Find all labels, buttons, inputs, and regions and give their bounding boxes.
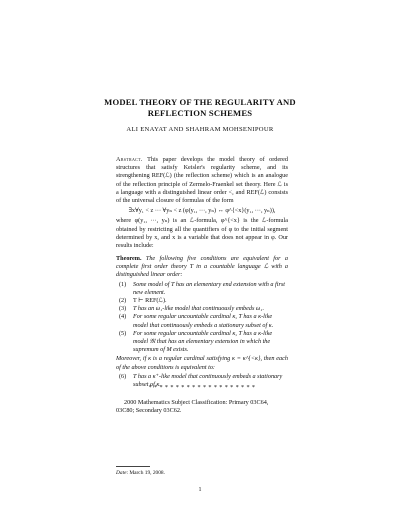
footnote-date-text: : March 19, 2008. <box>126 470 165 476</box>
theorem-intro-text: The following five conditions are equivalent for a complete first order theory T in a countable language ℒ with a distinguished linear order: <box>116 255 289 279</box>
subject-classification: 2000 Mathematics Subject Classification: Primary 03C64, 03C80; Secondary 03C62. <box>116 399 269 415</box>
condition-item <box>116 313 288 329</box>
condition-number: (6) <box>119 372 127 380</box>
abstract-label: Abstract. <box>116 156 143 163</box>
condition-text: For some regular uncountable cardinal κ, T has a κ-like model 𝔐 that has an elementary extension in which the supremum of M exists. <box>133 329 273 354</box>
theorem-intro <box>116 255 288 280</box>
page-number: 1 <box>198 487 202 493</box>
condition-number: (5) <box>119 329 127 337</box>
theorem-moreover: Moreover, if κ is a regular cardinal satisfying κ = κ^{<κ}, then each of the above conditions is equivalent to: <box>116 355 288 371</box>
paper-title <box>0 97 400 119</box>
condition-number: (3) <box>119 305 127 313</box>
condition-text: Some model of T has an elementary end extension with a first new element. <box>133 280 285 296</box>
condition-number: (1) <box>119 280 127 288</box>
condition-item <box>116 305 288 313</box>
condition-text: T ⊢ REF(ℒ). <box>133 297 167 305</box>
footnote-date-label: Date <box>116 470 127 476</box>
condition-number: (2) <box>119 297 127 305</box>
condition-text: T has a κ⁺-like model that continuously embeds a stationary subset of κ. <box>133 372 283 389</box>
title-line-1: MODEL THEORY OF THE REGULARITY AND <box>104 97 296 107</box>
title-line-2: REFLECTION SCHEMES <box>147 108 253 118</box>
footnote-rule <box>116 466 150 467</box>
condition-text: T has an ω₁-like model that continuously embeds ω₁. <box>133 305 264 313</box>
abstract <box>116 156 288 250</box>
condition-item <box>116 281 288 297</box>
condition-number: (4) <box>119 313 127 321</box>
theorem-head: Theorem. <box>116 255 142 262</box>
abstract-text-continued: where φ(y₁, ···, yₙ) is an ℒ-formula, φ^{<x} is the ℒ-formula obtained by restricting all the quantifiers of φ to the initial segment determined by x, and x is a variable that does not appear in φ. Our results include: <box>116 217 288 250</box>
condition-item <box>116 330 288 355</box>
condition-text: For some regular uncountable cardinal κ, T has a κ-like model that continuously embeds a stationary subset of κ. <box>133 313 274 329</box>
section-separator-stars: * * * * * * * * * * * * * * * * * * * * <box>148 384 256 391</box>
condition-item <box>116 297 288 305</box>
theorem <box>116 255 288 390</box>
theorem-conditions <box>116 281 288 355</box>
reflection-formula: ∃x∀y₁ < z ··· ∀yₙ < z (φ(y₁, ···, yₙ) ↔ φ^{<x}(y₁, ···, yₙ)), <box>128 207 276 215</box>
authors: ALI ENAYAT AND SHAHRAM MOHSENIPOUR <box>126 126 274 133</box>
footnote-date <box>116 470 165 476</box>
abstract-text: This paper develops the model theory of ordered structures that satisfy Keisler's regularity scheme, and its strengthening REF(ℒ) (the reflection scheme) which is an analogue of the reflection principle of Zermelo-Fraenkel set theory. Here ℒ is a language with a distinguished linear order <, and REF(ℒ) consists of the universal closure of formulas of the form <box>116 156 288 205</box>
